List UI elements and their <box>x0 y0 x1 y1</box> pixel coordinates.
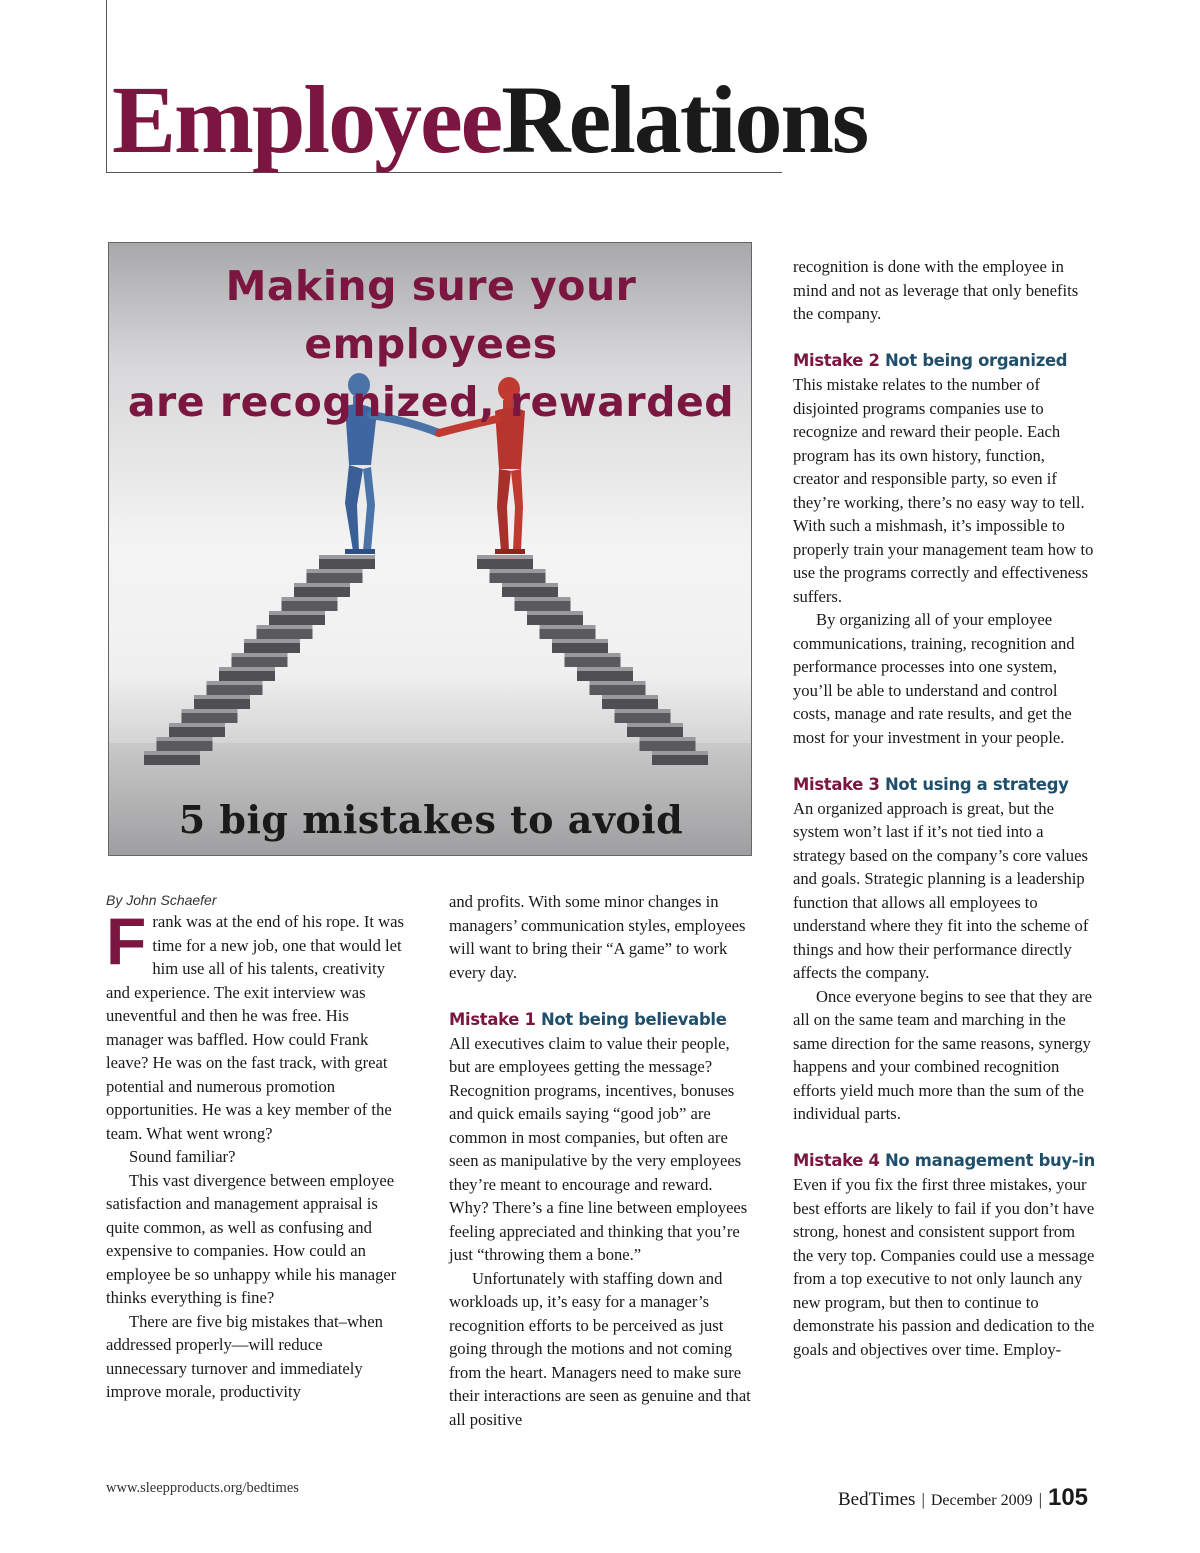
section-title-word1: Employee <box>112 66 502 173</box>
issue-date: December 2009 <box>930 1492 1033 1509</box>
col3-paragraph-2: This mistake relates to the number of disjointed programs companies use to recognize and reward their people. Each program has its own history, function, creator and responsible party, so even if they’re working, there’s no easy way to tell. With such a mishmash, it’s impossible to properly train your management team how to use the programs correctly and effectiveness suffers. <box>793 375 1094 606</box>
hero-headline-line2: are recognized, rewarded <box>127 378 735 426</box>
col2-paragraph-3: Unfortunately with staffing down and workloads up, it’s easy for a manager’s recognition efforts to be perceived as just going through the motions and not coming from the heart. Managers need to make sure their interactions are seen as genuine and that all positive <box>449 1268 751 1429</box>
mistake-2-number: Mistake 2 <box>793 351 880 370</box>
page-number: 105 <box>1047 1484 1089 1511</box>
mistake-2-title: Not being organized <box>885 351 1068 370</box>
mistake-1-number: Mistake 1 <box>449 1009 536 1029</box>
col1-paragraph-4: There are five big mistakes that–when addressed properly—will reduce unnecessary turnover and immediately improve morale, productivity <box>106 1311 383 1401</box>
drop-cap: F <box>106 904 147 978</box>
col2-paragraph-2: All executives claim to value their people, but are employees getting the message? Recognition programs, incentives, bonuses and quick emails saying “good job” are common in most companies, but often are seen as manipulative by the very employees they’re meant to encourage and reward. Why? There’s a fine line between employees feeling appreciated and thinking that you’re just “throwing them a bone.” <box>449 1033 748 1264</box>
section-title-word2: Relations <box>501 66 868 173</box>
col3-paragraph-3: By organizing all of your employee communications, training, recognition and performance processes into one system, you’ll be able to understand and control costs, manage and rate results, and get the most for your investment in your people. <box>793 610 1075 747</box>
folio <box>838 1484 1088 1512</box>
header-vertical-rule <box>106 0 107 172</box>
article-column-1 <box>106 890 406 1404</box>
col3-paragraph-1: recognition is done with the employee in mind and not as leverage that only benefits the company. <box>793 257 1079 323</box>
col3-paragraph-5: Once everyone begins to see that they are all on the same team and marching in the same direction for the same reasons, synergy happens and your combined recognition efforts yield much more than the sum of the individual parts. <box>793 986 1092 1123</box>
mistake-1-heading <box>449 1008 754 1032</box>
hero-headline-line1: Making sure your employees <box>225 262 637 368</box>
col1-paragraph-3: This vast divergence between employee satisfaction and management appraisal is quite common, as well as confusing and expensive to companies. How could an employee be so unhappy while his manager thinks everything is fine? <box>106 1170 397 1307</box>
spacer <box>793 749 1095 773</box>
mistake-3-number: Mistake 3 <box>793 774 880 794</box>
folio-separator: | <box>921 1490 925 1509</box>
byline: By John Schaefer <box>106 892 217 908</box>
mistake-3-heading <box>793 773 1095 797</box>
hero-headline <box>109 257 752 431</box>
footer-website-link[interactable]: www.sleepproducts.org/bedtimes <box>106 1480 299 1496</box>
col3-paragraph-4: An organized approach is great, but the system won’t last if it’s not tied into a strategy based on the company’s core values and goals. Strategic planning is a leadership function that allows all employees to understand where they fit into the scheme of things and how their performance directly affects the company. <box>793 798 1089 982</box>
hero-image <box>108 242 752 856</box>
col1-paragraph-1-text: rank was at the end of his rope. It was time for a new job, one that would let him use all of his talents, creativity and experience. The exit interview was uneventful and then he was free. His manager was baffled. How could Frank leave? He was on the fast track, with great potential and numerous promotion opportunities. He was a key member of the team. What went wrong? <box>106 912 404 1143</box>
section-title <box>112 66 868 173</box>
folio-separator: | <box>1038 1490 1042 1509</box>
col2-paragraph-1: and profits. With some minor changes in managers’ communication styles, employees will want to bring their “A game” to work every day. <box>449 892 746 982</box>
mistake-1-title: Not being believable <box>541 1009 727 1029</box>
magazine-name: BedTimes <box>838 1489 916 1510</box>
col3-paragraph-6: Even if you fix the first three mistakes, your best efforts are likely to fail if you don’t have strong, honest and consistent support from the very top. Companies could use a message from a top executive to not only launch any new program, but then to continue to demonstrate his passion and dedication to the goals and objectives over time. Employ- <box>793 1175 1095 1359</box>
mistake-3-title: Not using a strategy <box>885 774 1069 794</box>
article-column-3 <box>793 255 1095 1361</box>
right-staircase <box>477 555 708 765</box>
mistake-4-title: No management buy-in <box>885 1151 1095 1170</box>
left-staircase <box>144 555 375 765</box>
mistake-2-heading <box>793 349 1095 373</box>
spacer <box>449 984 754 1008</box>
hero-subheadline: 5 big mistakes to avoid <box>178 797 684 842</box>
col1-paragraph-2: Sound familiar? <box>129 1147 236 1166</box>
col1-paragraph-1 <box>106 904 406 1145</box>
mistake-4-number: Mistake 4 <box>793 1151 880 1170</box>
spacer <box>793 1126 1095 1150</box>
article-column-2 <box>449 890 754 1431</box>
spacer <box>793 326 1095 350</box>
mistake-4-heading <box>793 1149 1095 1173</box>
